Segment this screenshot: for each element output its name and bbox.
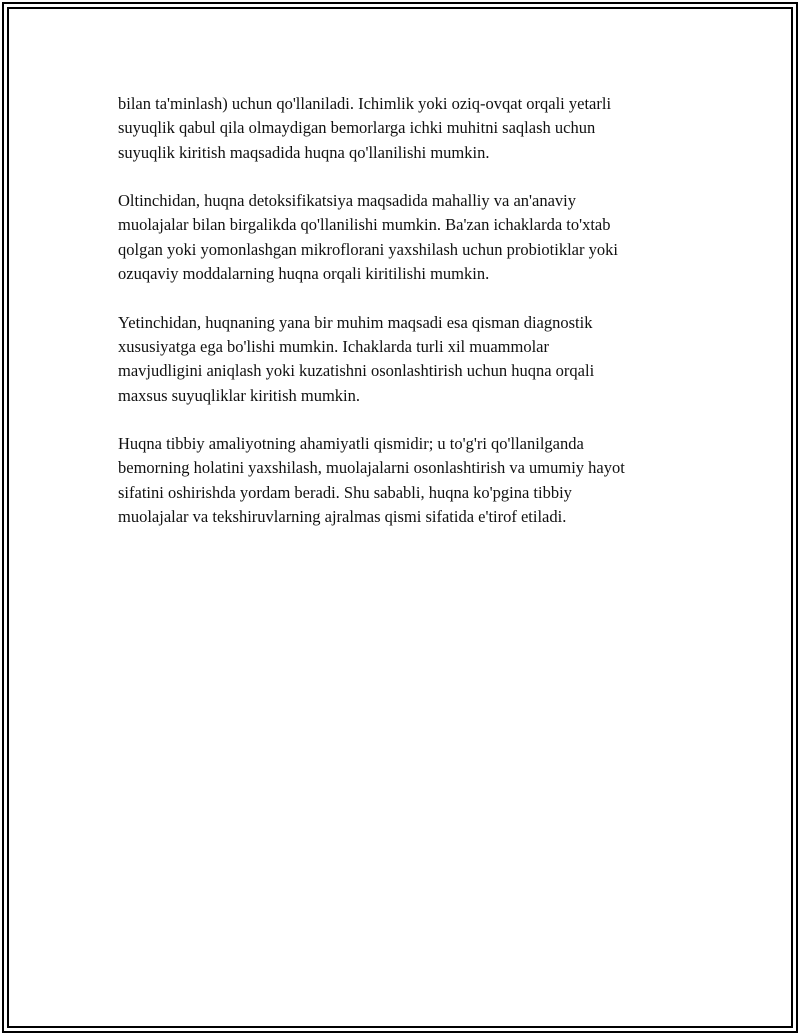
text-line: qolgan yoki yomonlashgan mikroflorani yaxshilash uchun probiotiklar yoki [118, 239, 618, 259]
text-line: sifatini oshirishda yordam beradi. Shu sababli, huqna ko'pgina tibbiy [118, 482, 572, 502]
paragraph-2 [118, 189, 698, 286]
text-line: ozuqaviy moddalarning huqna orqali kiritilishi mumkin. [118, 264, 490, 284]
text-line: suyuqlik kiritish maqsadida huqna qo'llanilishi mumkin. [118, 142, 490, 162]
text-line: Yetinchidan, huqnaning yana bir muhim maqsadi esa qisman diagnostik [118, 312, 593, 332]
text-line: bilan ta'minlash) uchun qo'llaniladi. Ichimlik yoki oziq-ovqat orqali yetarli [118, 94, 612, 113]
text-line: xususiyatga ega bo'lishi mumkin. Ichaklarda turli xil muammolar [118, 336, 549, 356]
text-line: Huqna tibbiy amaliyotning ahamiyatli qismidir; u to'g'ri qo'llanilganda [118, 434, 584, 454]
text-line: muolajalar va tekshiruvlarning ajralmas qismi sifatida e'tirof etiladi. [118, 507, 567, 527]
text-line: maxsus suyuqliklar kiritish mumkin. [118, 385, 360, 405]
paragraph-3 [118, 311, 698, 408]
paragraph-1 [118, 92, 698, 165]
text-line: suyuqlik qabul qila olmaydigan bemorlarga ichki muhitni saqlash uchun [118, 118, 596, 138]
text-line: muolajalar bilan birgalikda qo'llanilishi mumkin. Ba'zan ichaklarda to'xtab [118, 215, 611, 235]
text-line: bemorning holatini yaxshilash, muolajalarni osonlashtirish va umumiy hayot [118, 458, 625, 478]
text-line: Oltinchidan, huqna detoksifikatsiya maqsadida mahalliy va an'anaviy [118, 191, 576, 211]
document-body [118, 92, 698, 554]
text-line: mavjudligini aniqlash yoki kuzatishni osonlashtirish uchun huqna orqali [118, 361, 595, 381]
paragraph-4 [118, 432, 698, 529]
